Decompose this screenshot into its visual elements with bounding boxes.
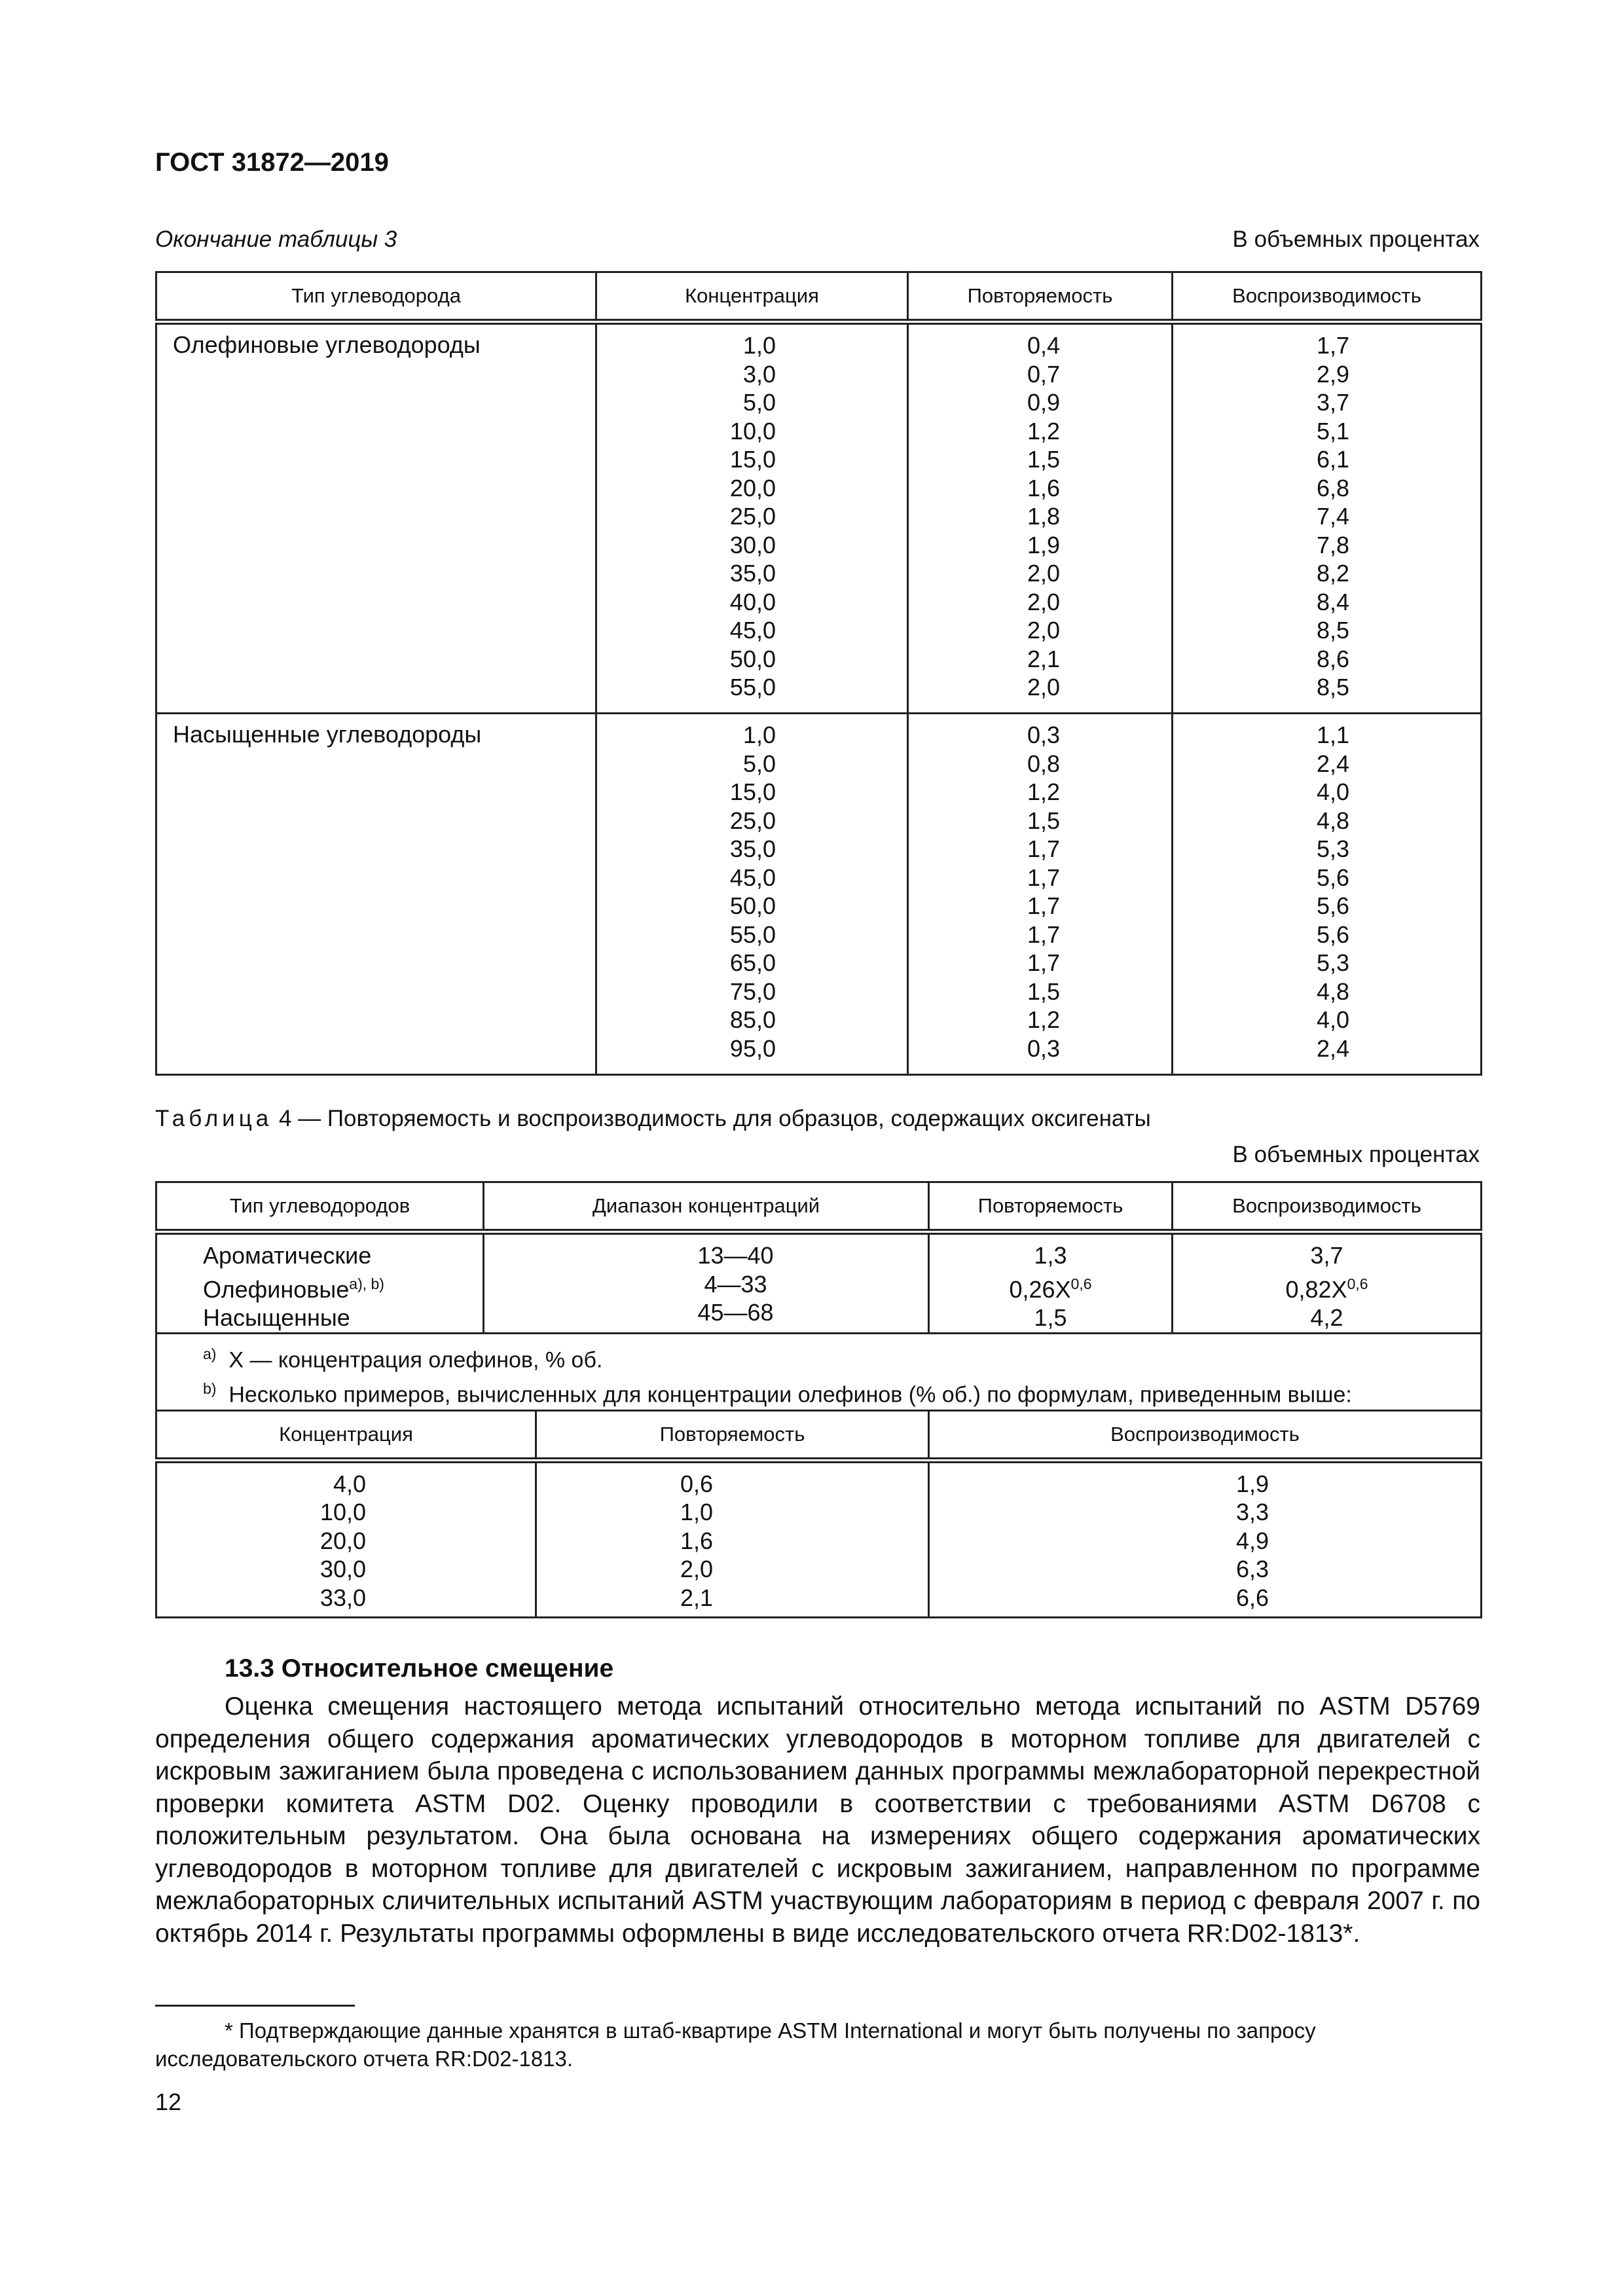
table3-col-concentration: Концентрация [596,272,908,322]
table4-type-aromatics: Ароматические [203,1242,372,1269]
table-value: 55,0 [729,674,776,701]
table3-repeatability-cell [908,322,1173,714]
table3-type-cell: Насыщенные углеводороды [156,714,596,1075]
table4-notes-row [156,1334,1482,1411]
table4-caption: 4 — Повторяемость и воспроизводимость для образцов, содержащих оксигенаты [278,1106,1151,1131]
table4-col-repeatability: Повторяемость [929,1182,1173,1232]
document-id: ГОСТ 31872—2019 [155,148,389,177]
table-value: 1,7 [1027,892,1060,919]
table-value: 2,0 [1027,674,1060,701]
table-value: 1,6 [1027,474,1060,501]
table-3 [155,271,1482,1076]
table-value: 45,0 [729,864,776,891]
table4-note-b: $^{b)}$ Несколько примеров, вычисленных для концентрации олефинов (% об.) по формулам, приведенным выше: [203,1380,1352,1408]
table-value: 1,7 [1027,949,1060,976]
table-value: 30,0 [319,1556,366,1583]
table-value: 7,4 [1316,503,1349,530]
table-value: 20,0 [729,474,776,501]
table4-example-reproducibility-cell [929,1460,1482,1617]
table-value: 4,0 [1316,1006,1349,1033]
table-value: 4,8 [1316,807,1349,834]
table-value: 50,0 [729,645,776,672]
table-value: 33,0 [319,1584,366,1611]
table-value: 0,6 [680,1470,714,1497]
table3-group-olefins [156,322,1482,714]
table-value: 1,7 [1316,332,1349,359]
table-value: 0,7 [1027,360,1060,388]
table-value: 25,0 [729,503,776,530]
table-value: 1,7 [1027,864,1060,891]
table3-continuation-label: Окончание таблицы 3 [155,227,397,252]
table3-type-cell: Олефиновые углеводороды [156,322,596,714]
table-value: 1,2 [1027,417,1060,445]
table-value: 55,0 [729,920,776,948]
table-value: 1,7 [1027,920,1060,948]
table-value: 30,0 [729,531,776,558]
footnote-rule [155,2005,355,2007]
table-value: 4,9 [1235,1527,1269,1554]
table4-type-olefins: Олефиновые$^{a), b)}$ [203,1275,384,1303]
table-value: 7,8 [1316,531,1349,558]
table4-col-reproducibility: Воспроизводимость [1173,1182,1482,1232]
table-value: 5,1 [1316,417,1349,445]
table-value: 8,4 [1316,588,1349,615]
table4-example-col-reproducibility: Воспроизводимость [929,1410,1482,1460]
table4-data-row [156,1232,1482,1334]
table-value: 5,6 [1316,892,1349,919]
table-value: 5,3 [1316,835,1349,862]
table-value: 0,8 [1027,750,1060,777]
table4-repeatability-cell: 1,3 $0,26X^{0,6}$ 1,5 [929,1232,1173,1334]
table-value: 45,0 [729,617,776,644]
table4-reproducibility-cell: 3,7 $0,82X^{0,6}$ 4,2 [1173,1232,1482,1334]
footnote: * Подтверждающие данные хранятся в штаб-квартире ASTM International и могут быть получены по запросу исследовательского отчета RR:D02-1813. [155,2018,1316,2071]
table-value: 0,9 [1027,389,1060,416]
table-value: 85,0 [729,1006,776,1033]
table-value: 1,9 [1235,1470,1269,1497]
table-value: 20,0 [319,1527,366,1554]
table-value: 1,0 [680,1499,714,1526]
table-value: 15,0 [729,778,776,805]
table-value: 0,3 [1027,721,1060,748]
table-value: 1,0 [742,332,776,359]
table4-note-a: $^{a)}$ X — концентрация олефинов, % об. [203,1345,603,1373]
table-value: 4,0 [1316,778,1349,805]
table-value: 35,0 [729,835,776,862]
table-value: 65,0 [729,949,776,976]
table-value: 3,7 [1316,389,1349,416]
table-value: 1,6 [680,1527,714,1554]
table-value: 4,8 [1316,977,1349,1005]
table-value: 2,0 [680,1556,714,1583]
table4-notes-cell [156,1334,1482,1411]
table4-example-header-row [156,1410,1482,1460]
table-value: 50,0 [729,892,776,919]
table-value: 6,1 [1316,446,1349,473]
table4-title [155,1106,1151,1132]
table4-col-type: Тип углеводородов [156,1182,484,1232]
table-value: 6,6 [1235,1584,1269,1611]
table-value: 1,9 [1027,531,1060,558]
table4-range-cell: 13—40 4—33 45—68 [484,1232,929,1334]
table-value: 1,0 [742,721,776,748]
table-value: 5,6 [1316,864,1349,891]
table-value: 1,5 [1027,977,1060,1005]
table-value: 6,8 [1316,474,1349,501]
table-value: 5,3 [1316,949,1349,976]
table3-reproducibility-cell [1173,714,1482,1075]
table4-type-saturates: Насыщенные [203,1304,350,1331]
table-value: 35,0 [729,560,776,587]
table-value: 1,2 [1027,778,1060,805]
table3-units: В объемных процентах [1232,227,1480,252]
table4-type-cell [156,1232,484,1334]
table-4 [155,1181,1482,1618]
table-value: 40,0 [729,588,776,615]
table-value: 0,3 [1027,1034,1060,1062]
table-value: 1,8 [1027,503,1060,530]
table4-header-row [156,1182,1482,1232]
table4-units: В объемных процентах [1232,1142,1480,1167]
table-value: 1,5 [1027,807,1060,834]
table3-col-type: Тип углеводорода [156,272,596,322]
table-value: 2,4 [1316,750,1349,777]
table3-concentration-cell [596,714,908,1075]
table-value: 1,1 [1316,721,1349,748]
table-value: 15,0 [729,446,776,473]
table-value: 10,0 [729,417,776,445]
table-value: 2,0 [1027,560,1060,587]
table-value: 0,4 [1027,332,1060,359]
table-value: 75,0 [729,977,776,1005]
table4-example-repeatability-cell [536,1460,929,1617]
table-value: 8,5 [1316,617,1349,644]
table4-example-col-concentration: Концентрация [156,1410,536,1460]
table-value: 2,9 [1316,360,1349,388]
table-value: 2,1 [680,1584,714,1611]
table3-reproducibility-cell [1173,322,1482,714]
table-value: 1,7 [1027,835,1060,862]
table-value: 3,3 [1235,1499,1269,1526]
table4-example-concentration-cell [156,1460,536,1617]
table-value: 2,0 [1027,617,1060,644]
table-value: 6,3 [1235,1556,1269,1583]
table3-repeatability-cell [908,714,1173,1075]
table3-col-reproducibility: Воспроизводимость [1173,272,1482,322]
table4-example-col-repeatability: Повторяемость [536,1410,929,1460]
table3-group-saturates [156,714,1482,1075]
table4-col-range: Диапазон концентраций [484,1182,929,1232]
table-value: 1,2 [1027,1006,1060,1033]
table-value: 2,1 [1027,645,1060,672]
table3-header-row [156,272,1482,322]
table-value: 95,0 [729,1034,776,1062]
table-value: 5,0 [742,750,776,777]
table-value: 5,6 [1316,920,1349,948]
table-value: 5,0 [742,389,776,416]
table-value: 8,5 [1316,674,1349,701]
table-value: 4,0 [333,1470,366,1497]
table-value: 8,6 [1316,645,1349,672]
table-value: 25,0 [729,807,776,834]
page-number: 12 [155,2088,182,2115]
table-value: 2,4 [1316,1034,1349,1062]
table-value: 3,0 [742,360,776,388]
table-value: 2,0 [1027,588,1060,615]
table-value: 8,2 [1316,560,1349,587]
table-value: 1,5 [1027,446,1060,473]
section-paragraph: Оценка смещения настоящего метода испытаний относительно метода испытаний по ASTM D5769 определения общего содержания ароматических углеводородов в моторном топливе для двигателей с искровым зажиганием была проведена с использованием данных программы межлабораторной перекрестной проверки комитета ASTM D02. Оценку проводили в соответствии с требованиями ASTM D6708 с положительным результатом. Она была основана на измерениях общего содержания ароматических углеводородов в моторном топливе для двигателей с искровым зажиганием, направленном по программе межлабораторных сличительных испытаний ASTM участвующим лабораториям в период с февраля 2007 г. по октябрь 2014 г. Результаты программы оформлены в виде исследовательского отчета RR:D02-1813*. [155,1692,1480,1948]
section-heading: 13.3 Относительное смещение [225,1654,614,1683]
table3-col-repeatability: Повторяемость [908,272,1173,322]
table4-example-data-row [156,1460,1482,1617]
table3-concentration-cell [596,322,908,714]
table-value: 10,0 [319,1499,366,1526]
table4-label: Таблица [155,1106,273,1131]
